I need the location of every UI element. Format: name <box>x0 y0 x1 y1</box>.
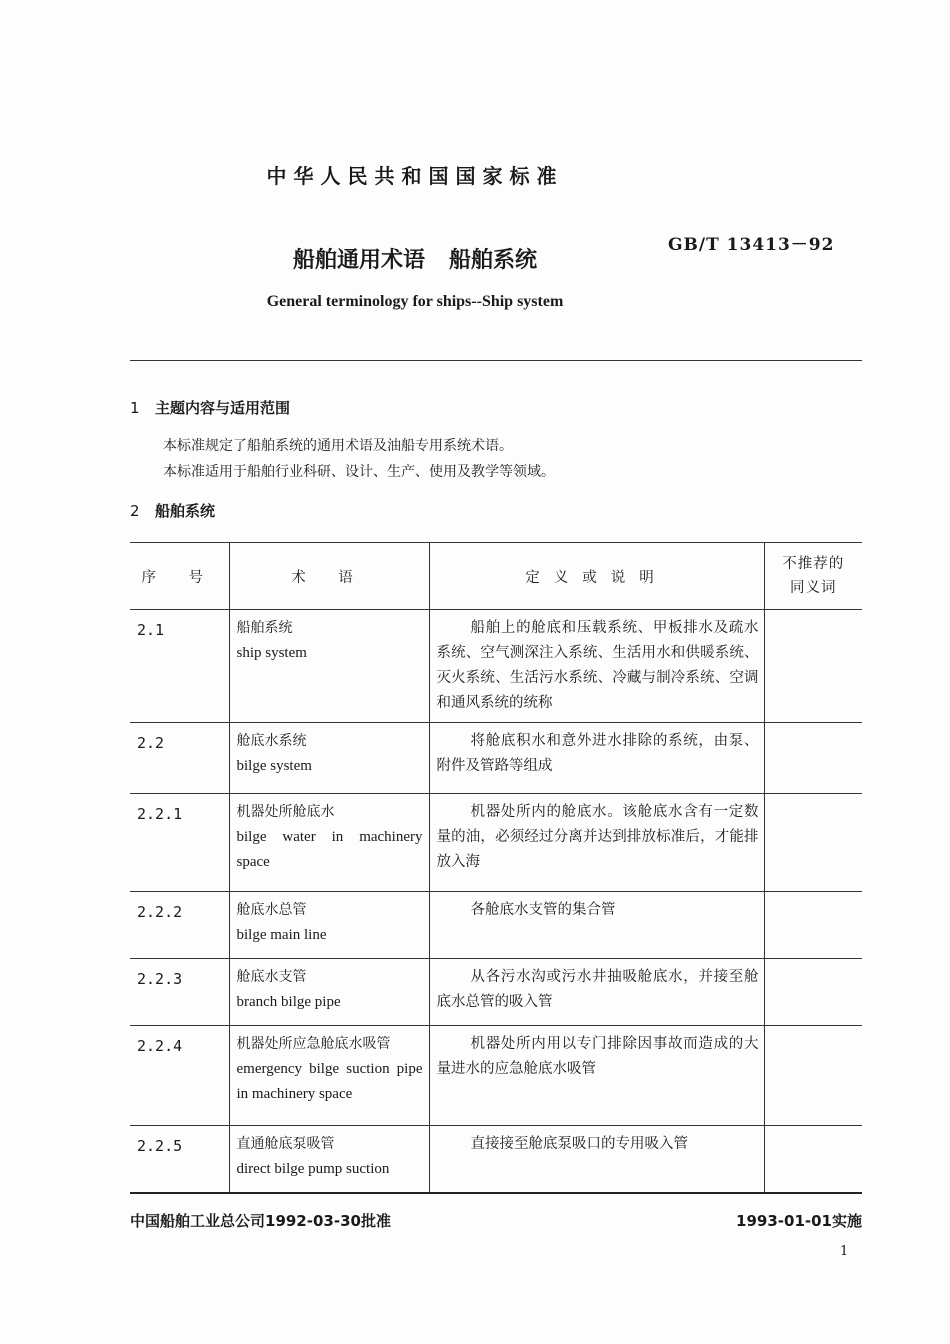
national-standard-label: 中华人民共和国国家标准 <box>266 164 564 188</box>
term-cn: 舱底水总管 <box>236 902 307 918</box>
definition: 各舱底水支管的集合管 <box>429 892 764 959</box>
standard-code: GB/T 13413－92 <box>668 235 835 255</box>
term-cn: 直通舱底泵吸管 <box>236 1136 335 1152</box>
term-cell <box>229 723 429 794</box>
header-synonym-line: 不推荐的 <box>782 556 845 572</box>
header-definition: 定义或说明 <box>429 543 764 610</box>
footer-divider <box>130 1192 862 1194</box>
definition: 船舶上的舱底和压载系统、甲板排水及疏水系统、空气测深注入系统、生活用水和供暖系统、灭火系统、生活污水系统、冷藏与制冷系统、空调和通风系统的统称 <box>429 610 764 723</box>
term-cn: 机器处所应急舱底水吸管 <box>236 1036 391 1052</box>
table-row <box>130 723 862 794</box>
approval-info: 中国船舶工业总公司1992-03-30批准 <box>130 1212 391 1230</box>
synonym <box>764 959 862 1026</box>
definition: 机器处所内用以专门排除因事故而造成的大量进水的应急舱底水吸管 <box>429 1026 764 1126</box>
term-number: 2.2.1 <box>130 794 229 892</box>
paragraph: 本标准规定了船舶系统的通用术语及油船专用系统术语。 <box>163 438 513 454</box>
table-row <box>130 892 862 959</box>
term-number: 2.2.4 <box>130 1026 229 1126</box>
header-synonym-line: 同义词 <box>790 580 837 596</box>
header-divider <box>130 360 862 361</box>
term-cn: 机器处所舱底水 <box>236 804 335 820</box>
synonym <box>764 1126 862 1194</box>
term-cell <box>229 794 429 892</box>
term-cell <box>229 1026 429 1126</box>
synonym <box>764 794 862 892</box>
table-row <box>130 794 862 892</box>
section-number: 1 <box>130 399 140 417</box>
term-cell <box>229 959 429 1026</box>
table-row <box>130 959 862 1026</box>
term-en: emergency bilge suction pipe in machinery space <box>236 1061 423 1102</box>
term-en: branch bilge pipe <box>236 994 341 1010</box>
synonym <box>764 892 862 959</box>
term-en: ship system <box>236 645 307 661</box>
title-part-2: 船舶系统 <box>449 248 538 273</box>
table-row <box>130 1126 862 1194</box>
section-heading-2 <box>130 500 215 521</box>
term-en: bilge main line <box>236 927 327 943</box>
definition: 将舱底积水和意外进水排除的系统，由泵、附件及管路等组成 <box>429 723 764 794</box>
term-cell <box>229 1126 429 1194</box>
term-en: bilge system <box>236 758 312 774</box>
term-number: 2.2 <box>130 723 229 794</box>
term-cell <box>229 610 429 723</box>
term-number: 2.2.3 <box>130 959 229 1026</box>
term-cn: 舱底水支管 <box>236 969 307 985</box>
paragraph: 本标准适用于船舶行业科研、设计、生产、使用及教学等领域。 <box>163 464 555 480</box>
synonym <box>764 1026 862 1126</box>
synonym <box>764 723 862 794</box>
effective-date: 1993-01-01实施 <box>736 1212 862 1230</box>
table-row <box>130 1026 862 1126</box>
table-row <box>130 610 862 723</box>
term-en: bilge water in machinery space <box>236 829 423 870</box>
term-number: 2.1 <box>130 610 229 723</box>
definition: 直接接至舱底泵吸口的专用吸入管 <box>429 1126 764 1194</box>
header-term: 术 语 <box>229 543 429 610</box>
term-cn: 舱底水系统 <box>236 733 307 749</box>
section-heading-1 <box>130 397 290 418</box>
terminology-table <box>130 542 862 1194</box>
synonym <box>764 610 862 723</box>
term-number: 2.2.5 <box>130 1126 229 1194</box>
section-title: 船舶系统 <box>155 502 216 520</box>
definition: 从各污水沟或污水井抽吸舱底水，并接至舱底水总管的吸入管 <box>429 959 764 1026</box>
term-en: direct bilge pump suction <box>236 1161 390 1177</box>
title-part-1: 船舶通用术语 <box>292 248 425 273</box>
table-header-row <box>130 543 862 610</box>
definition: 机器处所内的舱底水。该舱底水含有一定数量的油，必须经过分离并达到排放标准后，才能排放入海 <box>429 794 764 892</box>
term-cell <box>229 892 429 959</box>
english-title: General terminology for ships--Ship system <box>266 293 564 310</box>
header-number: 序 号 <box>130 543 229 610</box>
section-number: 2 <box>130 502 140 520</box>
page-number: 1 <box>840 1244 849 1259</box>
document-title <box>0 243 830 274</box>
term-cn: 船舶系统 <box>236 620 293 636</box>
term-number: 2.2.2 <box>130 892 229 959</box>
section-title: 主题内容与适用范围 <box>155 399 291 417</box>
header-synonym <box>764 543 862 610</box>
